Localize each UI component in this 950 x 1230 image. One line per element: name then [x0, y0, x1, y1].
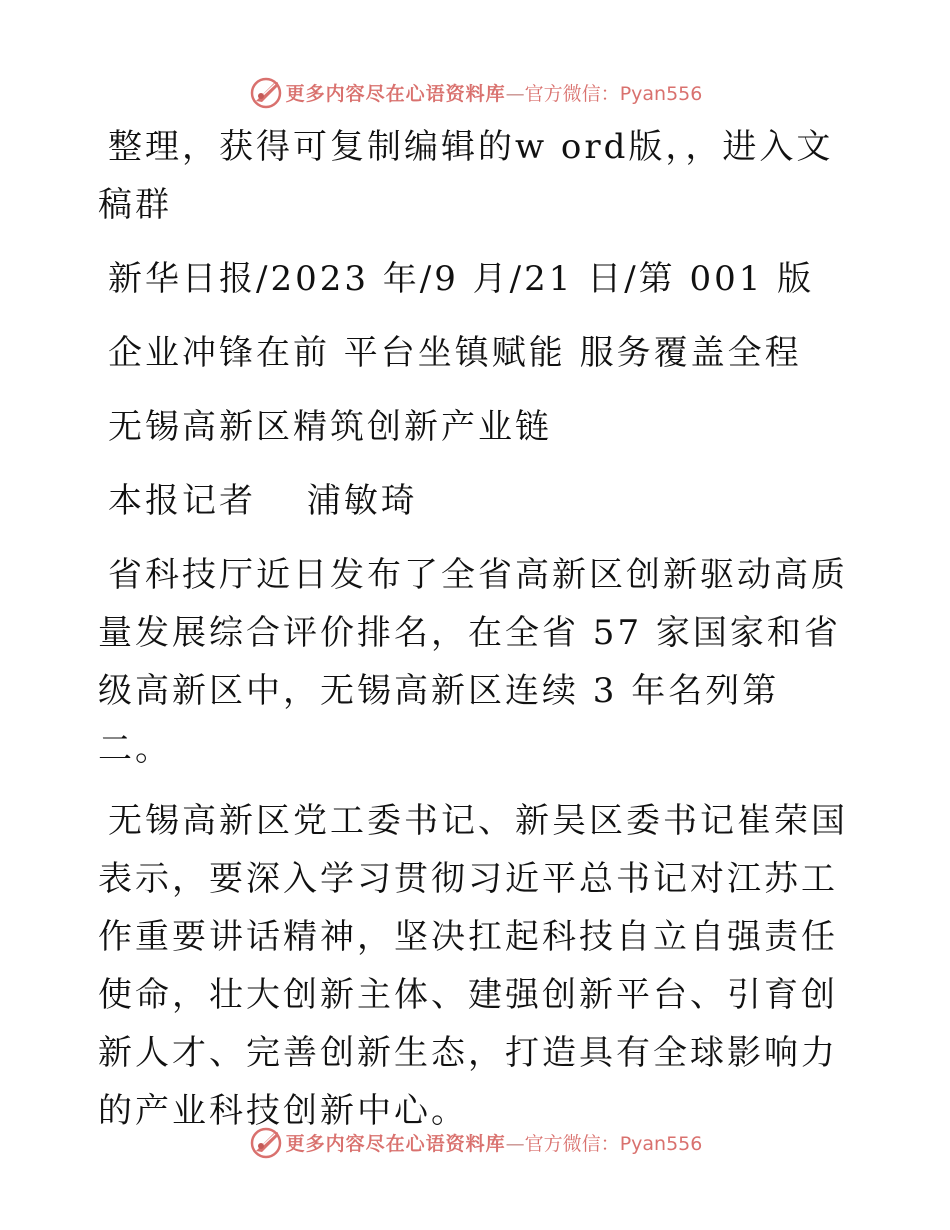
footer-banner-wechat-id: Pyan556 — [619, 1132, 703, 1155]
headline-secondary: 无锡高新区精筑创新产业链 — [108, 407, 552, 447]
footer-banner-title: 更多内容尽在心语资料库 — [285, 1132, 506, 1155]
footer-banner — [0, 1122, 950, 1162]
footer-banner-wechat-label: 官方微信： — [524, 1132, 620, 1155]
banner-wechat-label: 官方微信： — [524, 82, 620, 105]
paragraph-statement: 无锡高新区党工委书记、新吴区委书记崔荣国表示，要深入学习贯彻习近平总书记对江苏工作重要讲话精神，坚决扛起科技自立自强责任使命，壮大创新主体、建强创新平台、引育创新人才、完善创新生态，打造具有全球影响力的产业科技创新中心。 — [98, 801, 848, 1131]
source-line: 新华日报/2023 年/9 月/21 日/第 001 版 — [108, 259, 815, 299]
byline: 本报记者 浦敏琦 — [108, 481, 418, 521]
footer-banner-separator: — — [505, 1132, 525, 1155]
header-banner — [0, 72, 950, 112]
banner-title: 更多内容尽在心语资料库 — [285, 82, 506, 105]
document-body — [98, 118, 850, 1154]
banner-wechat-id: Pyan556 — [619, 82, 703, 105]
quill-logo-icon — [248, 74, 284, 110]
intro-text: 整理，获得可复制编辑的w ord版，，进入文稿群 — [98, 127, 834, 225]
banner-text — [286, 79, 703, 106]
footer-banner-text — [286, 1129, 703, 1156]
paragraph-ranking: 省科技厅近日发布了全省高新区创新驱动高质量发展综合评价排名，在全省 57 家国家和省级高新区中，无锡高新区连续 3 年名列第二。 — [98, 555, 848, 769]
headline-primary: 企业冲锋在前 平台坐镇赋能 服务覆盖全程 — [108, 333, 802, 373]
banner-separator: — — [505, 82, 525, 105]
quill-logo-icon — [248, 1124, 284, 1160]
